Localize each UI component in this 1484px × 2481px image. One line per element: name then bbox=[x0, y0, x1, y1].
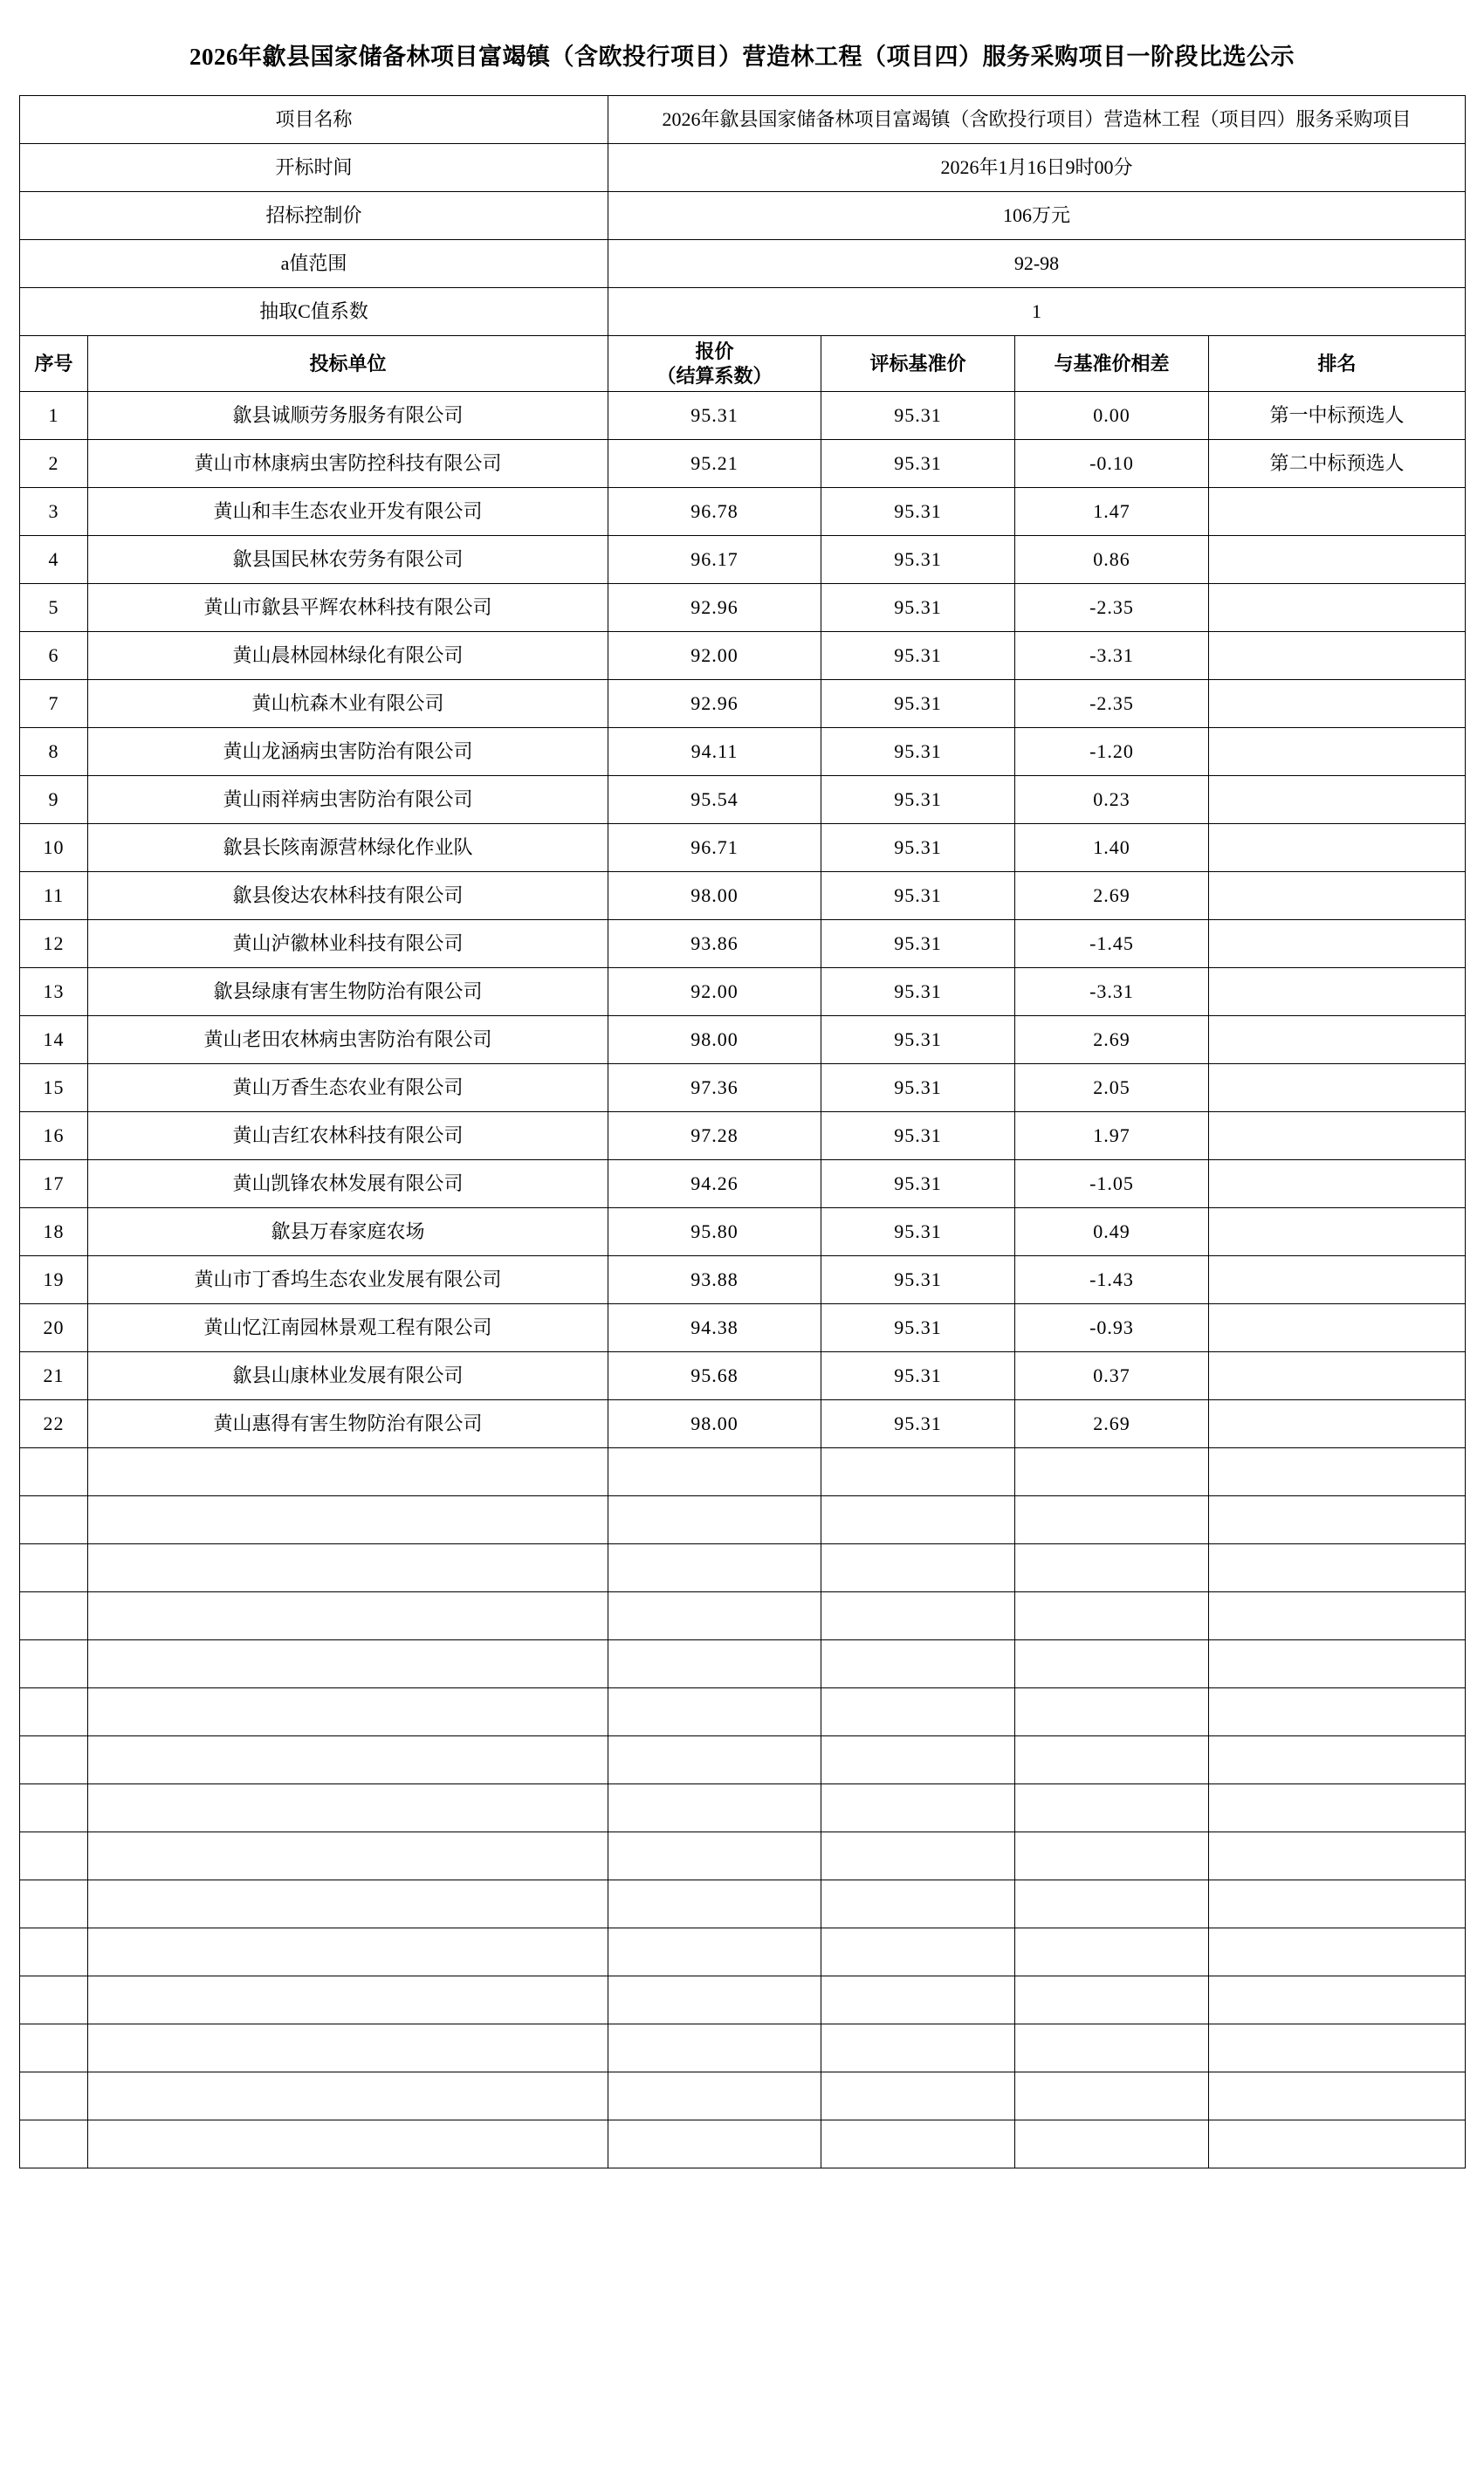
cell-diff: -3.31 bbox=[1015, 632, 1209, 680]
table-row bbox=[20, 392, 1466, 440]
cell-empty bbox=[1015, 1832, 1209, 1880]
cell-base-price: 95.31 bbox=[821, 872, 1015, 920]
cell-base-price: 95.31 bbox=[821, 1352, 1015, 1400]
cell-empty bbox=[608, 1784, 821, 1832]
info-label: 抽取C值系数 bbox=[20, 288, 608, 336]
cell-price: 98.00 bbox=[608, 1016, 821, 1064]
column-header-price-line2: （结算系数） bbox=[656, 364, 773, 387]
cell-bidder-name: 歙县山康林业发展有限公司 bbox=[88, 1352, 608, 1400]
column-header-price-line1: 报价 bbox=[695, 340, 734, 363]
table-row bbox=[20, 1160, 1466, 1208]
cell-base-price: 95.31 bbox=[821, 632, 1015, 680]
cell-bidder-name: 歙县俊达农林科技有限公司 bbox=[88, 872, 608, 920]
cell-empty bbox=[20, 1544, 88, 1592]
cell-price: 98.00 bbox=[608, 1400, 821, 1448]
cell-empty bbox=[821, 1592, 1015, 1640]
cell-empty bbox=[821, 2024, 1015, 2072]
cell-price: 96.78 bbox=[608, 488, 821, 536]
column-header-price bbox=[608, 336, 821, 392]
cell-seq: 11 bbox=[20, 872, 88, 920]
column-header-unit: 投标单位 bbox=[88, 336, 608, 392]
cell-empty bbox=[88, 1784, 608, 1832]
table-row bbox=[20, 920, 1466, 968]
cell-bidder-name: 黄山凯锋农林发展有限公司 bbox=[88, 1160, 608, 1208]
cell-base-price: 95.31 bbox=[821, 1064, 1015, 1112]
cell-empty bbox=[1209, 1640, 1466, 1688]
cell-base-price: 95.31 bbox=[821, 1304, 1015, 1352]
cell-seq: 16 bbox=[20, 1112, 88, 1160]
cell-base-price: 95.31 bbox=[821, 680, 1015, 728]
info-row bbox=[20, 144, 1466, 192]
cell-empty bbox=[20, 1784, 88, 1832]
cell-seq: 5 bbox=[20, 584, 88, 632]
cell-seq: 17 bbox=[20, 1160, 88, 1208]
table-row bbox=[20, 824, 1466, 872]
cell-diff: 2.69 bbox=[1015, 1016, 1209, 1064]
cell-bidder-name: 歙县国民林农劳务有限公司 bbox=[88, 536, 608, 584]
column-header-seq: 序号 bbox=[20, 336, 88, 392]
cell-empty bbox=[20, 1928, 88, 1976]
cell-price: 92.00 bbox=[608, 968, 821, 1016]
cell-base-price: 95.31 bbox=[821, 1112, 1015, 1160]
cell-empty bbox=[88, 2024, 608, 2072]
cell-rank bbox=[1209, 584, 1466, 632]
cell-empty bbox=[821, 1688, 1015, 1736]
cell-diff: 2.05 bbox=[1015, 1064, 1209, 1112]
cell-rank bbox=[1209, 680, 1466, 728]
cell-base-price: 95.31 bbox=[821, 1208, 1015, 1256]
cell-empty bbox=[608, 1688, 821, 1736]
cell-empty bbox=[608, 2024, 821, 2072]
cell-diff: 1.40 bbox=[1015, 824, 1209, 872]
cell-empty bbox=[20, 1496, 88, 1544]
cell-empty bbox=[88, 1448, 608, 1496]
cell-diff: -2.35 bbox=[1015, 584, 1209, 632]
cell-price: 94.26 bbox=[608, 1160, 821, 1208]
cell-price: 94.11 bbox=[608, 728, 821, 776]
cell-price: 92.96 bbox=[608, 680, 821, 728]
cell-rank bbox=[1209, 536, 1466, 584]
cell-diff: 1.47 bbox=[1015, 488, 1209, 536]
cell-seq: 20 bbox=[20, 1304, 88, 1352]
cell-empty bbox=[608, 1832, 821, 1880]
cell-empty bbox=[1015, 1736, 1209, 1784]
cell-empty bbox=[1015, 1544, 1209, 1592]
cell-empty bbox=[88, 1640, 608, 1688]
info-value: 2026年1月16日9时00分 bbox=[608, 144, 1466, 192]
table-row bbox=[20, 1400, 1466, 1448]
cell-base-price: 95.31 bbox=[821, 536, 1015, 584]
cell-empty bbox=[1209, 1496, 1466, 1544]
cell-empty bbox=[88, 1736, 608, 1784]
table-row-empty bbox=[20, 1592, 1466, 1640]
cell-empty bbox=[821, 2072, 1015, 2120]
cell-diff: -1.05 bbox=[1015, 1160, 1209, 1208]
cell-empty bbox=[608, 1496, 821, 1544]
table-row bbox=[20, 680, 1466, 728]
cell-bidder-name: 黄山忆江南园林景观工程有限公司 bbox=[88, 1304, 608, 1352]
table-row-empty bbox=[20, 2120, 1466, 2168]
cell-base-price: 95.31 bbox=[821, 440, 1015, 488]
info-row bbox=[20, 240, 1466, 288]
cell-price: 95.54 bbox=[608, 776, 821, 824]
cell-empty bbox=[1015, 1640, 1209, 1688]
table-row bbox=[20, 1064, 1466, 1112]
table-row-empty bbox=[20, 1976, 1466, 2024]
cell-seq: 6 bbox=[20, 632, 88, 680]
cell-seq: 18 bbox=[20, 1208, 88, 1256]
cell-base-price: 95.31 bbox=[821, 728, 1015, 776]
cell-empty bbox=[1209, 2120, 1466, 2168]
table-row bbox=[20, 872, 1466, 920]
cell-bidder-name: 黄山杭森木业有限公司 bbox=[88, 680, 608, 728]
cell-empty bbox=[1209, 1688, 1466, 1736]
cell-price: 94.38 bbox=[608, 1304, 821, 1352]
cell-diff: 0.00 bbox=[1015, 392, 1209, 440]
cell-empty bbox=[608, 1880, 821, 1928]
cell-empty bbox=[88, 1496, 608, 1544]
cell-bidder-name: 歙县万春家庭农场 bbox=[88, 1208, 608, 1256]
cell-rank bbox=[1209, 1112, 1466, 1160]
cell-rank bbox=[1209, 728, 1466, 776]
cell-empty bbox=[608, 1544, 821, 1592]
cell-diff: 1.97 bbox=[1015, 1112, 1209, 1160]
cell-empty bbox=[88, 2072, 608, 2120]
table-row bbox=[20, 488, 1466, 536]
cell-empty bbox=[1015, 2120, 1209, 2168]
cell-seq: 9 bbox=[20, 776, 88, 824]
cell-seq: 1 bbox=[20, 392, 88, 440]
table-header-row bbox=[20, 336, 1466, 392]
cell-rank bbox=[1209, 1208, 1466, 1256]
table-row bbox=[20, 728, 1466, 776]
cell-bidder-name: 黄山市歙县平辉农林科技有限公司 bbox=[88, 584, 608, 632]
info-label: 招标控制价 bbox=[20, 192, 608, 240]
table-row-empty bbox=[20, 1448, 1466, 1496]
table-row-empty bbox=[20, 1496, 1466, 1544]
cell-empty bbox=[608, 2072, 821, 2120]
cell-diff: 0.37 bbox=[1015, 1352, 1209, 1400]
cell-price: 98.00 bbox=[608, 872, 821, 920]
cell-seq: 15 bbox=[20, 1064, 88, 1112]
cell-base-price: 95.31 bbox=[821, 392, 1015, 440]
table-row bbox=[20, 1208, 1466, 1256]
table-row-empty bbox=[20, 1736, 1466, 1784]
cell-diff: 0.23 bbox=[1015, 776, 1209, 824]
cell-empty bbox=[88, 2120, 608, 2168]
cell-seq: 3 bbox=[20, 488, 88, 536]
cell-seq: 21 bbox=[20, 1352, 88, 1400]
cell-empty bbox=[88, 1832, 608, 1880]
cell-empty bbox=[1209, 1736, 1466, 1784]
cell-empty bbox=[88, 1976, 608, 2024]
cell-empty bbox=[1209, 1448, 1466, 1496]
cell-empty bbox=[1015, 1784, 1209, 1832]
cell-empty bbox=[1209, 2072, 1466, 2120]
cell-empty bbox=[821, 1640, 1015, 1688]
cell-empty bbox=[1209, 1880, 1466, 1928]
info-value: 1 bbox=[608, 288, 1466, 336]
cell-empty bbox=[608, 1592, 821, 1640]
cell-rank: 第一中标预选人 bbox=[1209, 392, 1466, 440]
cell-empty bbox=[821, 1448, 1015, 1496]
table-row bbox=[20, 1016, 1466, 1064]
table-row bbox=[20, 632, 1466, 680]
cell-bidder-name: 黄山龙涵病虫害防治有限公司 bbox=[88, 728, 608, 776]
cell-base-price: 95.31 bbox=[821, 920, 1015, 968]
cell-bidder-name: 黄山和丰生态农业开发有限公司 bbox=[88, 488, 608, 536]
cell-bidder-name: 黄山惠得有害生物防治有限公司 bbox=[88, 1400, 608, 1448]
cell-seq: 2 bbox=[20, 440, 88, 488]
cell-empty bbox=[608, 1976, 821, 2024]
column-header-base-price: 评标基准价 bbox=[821, 336, 1015, 392]
cell-bidder-name: 黄山雨祥病虫害防治有限公司 bbox=[88, 776, 608, 824]
cell-bidder-name: 黄山吉红农林科技有限公司 bbox=[88, 1112, 608, 1160]
cell-price: 96.71 bbox=[608, 824, 821, 872]
cell-bidder-name: 歙县诚顺劳务服务有限公司 bbox=[88, 392, 608, 440]
cell-empty bbox=[821, 1496, 1015, 1544]
cell-diff: -0.10 bbox=[1015, 440, 1209, 488]
cell-empty bbox=[608, 1640, 821, 1688]
table-row bbox=[20, 1256, 1466, 1304]
table-row-empty bbox=[20, 1784, 1466, 1832]
cell-base-price: 95.31 bbox=[821, 968, 1015, 1016]
cell-bidder-name: 黄山市林康病虫害防控科技有限公司 bbox=[88, 440, 608, 488]
cell-empty bbox=[608, 1928, 821, 1976]
cell-diff: -1.20 bbox=[1015, 728, 1209, 776]
cell-rank bbox=[1209, 1304, 1466, 1352]
table-row bbox=[20, 1352, 1466, 1400]
cell-empty bbox=[20, 2024, 88, 2072]
info-row bbox=[20, 288, 1466, 336]
cell-diff: 2.69 bbox=[1015, 872, 1209, 920]
cell-empty bbox=[1209, 1832, 1466, 1880]
cell-rank bbox=[1209, 632, 1466, 680]
cell-empty bbox=[821, 2120, 1015, 2168]
cell-empty bbox=[20, 1688, 88, 1736]
cell-price: 97.28 bbox=[608, 1112, 821, 1160]
cell-base-price: 95.31 bbox=[821, 1160, 1015, 1208]
info-value: 92-98 bbox=[608, 240, 1466, 288]
table-row bbox=[20, 440, 1466, 488]
cell-rank bbox=[1209, 1160, 1466, 1208]
cell-empty bbox=[20, 2120, 88, 2168]
cell-base-price: 95.31 bbox=[821, 824, 1015, 872]
cell-price: 95.21 bbox=[608, 440, 821, 488]
cell-rank bbox=[1209, 968, 1466, 1016]
cell-rank bbox=[1209, 488, 1466, 536]
cell-empty bbox=[88, 1928, 608, 1976]
cell-bidder-name: 黄山老田农林病虫害防治有限公司 bbox=[88, 1016, 608, 1064]
cell-empty bbox=[1209, 1976, 1466, 2024]
table-row bbox=[20, 968, 1466, 1016]
cell-price: 95.80 bbox=[608, 1208, 821, 1256]
cell-price: 95.68 bbox=[608, 1352, 821, 1400]
cell-empty bbox=[1209, 1784, 1466, 1832]
cell-empty bbox=[1015, 1880, 1209, 1928]
cell-base-price: 95.31 bbox=[821, 1016, 1015, 1064]
cell-empty bbox=[1015, 2072, 1209, 2120]
table-row-empty bbox=[20, 1880, 1466, 1928]
cell-rank: 第二中标预选人 bbox=[1209, 440, 1466, 488]
cell-empty bbox=[821, 1976, 1015, 2024]
table-row-empty bbox=[20, 1832, 1466, 1880]
cell-rank bbox=[1209, 920, 1466, 968]
column-header-rank: 排名 bbox=[1209, 336, 1466, 392]
cell-empty bbox=[88, 1880, 608, 1928]
cell-empty bbox=[821, 1736, 1015, 1784]
cell-base-price: 95.31 bbox=[821, 488, 1015, 536]
info-value: 106万元 bbox=[608, 192, 1466, 240]
info-label: 开标时间 bbox=[20, 144, 608, 192]
cell-seq: 8 bbox=[20, 728, 88, 776]
cell-seq: 10 bbox=[20, 824, 88, 872]
cell-base-price: 95.31 bbox=[821, 776, 1015, 824]
cell-empty bbox=[20, 1976, 88, 2024]
cell-rank bbox=[1209, 872, 1466, 920]
cell-base-price: 95.31 bbox=[821, 1400, 1015, 1448]
cell-price: 93.88 bbox=[608, 1256, 821, 1304]
cell-rank bbox=[1209, 1256, 1466, 1304]
cell-price: 93.86 bbox=[608, 920, 821, 968]
cell-empty bbox=[1209, 1544, 1466, 1592]
info-row bbox=[20, 192, 1466, 240]
cell-empty bbox=[88, 1544, 608, 1592]
cell-diff: 0.86 bbox=[1015, 536, 1209, 584]
cell-rank bbox=[1209, 1352, 1466, 1400]
cell-empty bbox=[1209, 2024, 1466, 2072]
cell-rank bbox=[1209, 776, 1466, 824]
table-row-empty bbox=[20, 1640, 1466, 1688]
cell-empty bbox=[20, 1592, 88, 1640]
cell-base-price: 95.31 bbox=[821, 1256, 1015, 1304]
cell-diff: -1.45 bbox=[1015, 920, 1209, 968]
cell-empty bbox=[1015, 1928, 1209, 1976]
cell-bidder-name: 歙县长陔南源营林绿化作业队 bbox=[88, 824, 608, 872]
column-header-diff: 与基准价相差 bbox=[1015, 336, 1209, 392]
cell-price: 95.31 bbox=[608, 392, 821, 440]
cell-rank bbox=[1209, 824, 1466, 872]
table-row bbox=[20, 776, 1466, 824]
cell-price: 92.00 bbox=[608, 632, 821, 680]
bid-results-table bbox=[19, 95, 1466, 2168]
cell-diff: -2.35 bbox=[1015, 680, 1209, 728]
cell-diff: -1.43 bbox=[1015, 1256, 1209, 1304]
info-label: a值范围 bbox=[20, 240, 608, 288]
cell-price: 92.96 bbox=[608, 584, 821, 632]
cell-empty bbox=[821, 1784, 1015, 1832]
cell-empty bbox=[821, 1928, 1015, 1976]
cell-empty bbox=[20, 1832, 88, 1880]
cell-empty bbox=[88, 1688, 608, 1736]
cell-seq: 13 bbox=[20, 968, 88, 1016]
cell-price: 96.17 bbox=[608, 536, 821, 584]
info-label: 项目名称 bbox=[20, 96, 608, 144]
cell-bidder-name: 黄山泸徽林业科技有限公司 bbox=[88, 920, 608, 968]
cell-seq: 22 bbox=[20, 1400, 88, 1448]
cell-empty bbox=[1015, 1592, 1209, 1640]
table-row bbox=[20, 1304, 1466, 1352]
cell-empty bbox=[20, 1448, 88, 1496]
cell-rank bbox=[1209, 1016, 1466, 1064]
cell-empty bbox=[1015, 1976, 1209, 2024]
cell-bidder-name: 黄山万香生态农业有限公司 bbox=[88, 1064, 608, 1112]
table-row-empty bbox=[20, 1928, 1466, 1976]
cell-empty bbox=[20, 2072, 88, 2120]
cell-empty bbox=[1015, 1448, 1209, 1496]
page-title: 2026年歙县国家储备林项目富竭镇（含欧投行项目）营造林工程（项目四）服务采购项目一阶段比选公示 bbox=[189, 44, 1295, 70]
cell-diff: 2.69 bbox=[1015, 1400, 1209, 1448]
cell-seq: 19 bbox=[20, 1256, 88, 1304]
info-row bbox=[20, 96, 1466, 144]
cell-seq: 7 bbox=[20, 680, 88, 728]
cell-diff: -3.31 bbox=[1015, 968, 1209, 1016]
cell-diff: 0.49 bbox=[1015, 1208, 1209, 1256]
cell-empty bbox=[608, 1736, 821, 1784]
cell-empty bbox=[1015, 2024, 1209, 2072]
cell-base-price: 95.31 bbox=[821, 584, 1015, 632]
cell-empty bbox=[821, 1544, 1015, 1592]
cell-seq: 4 bbox=[20, 536, 88, 584]
table-row bbox=[20, 536, 1466, 584]
cell-empty bbox=[1209, 1592, 1466, 1640]
cell-empty bbox=[608, 2120, 821, 2168]
cell-seq: 12 bbox=[20, 920, 88, 968]
cell-empty bbox=[821, 1832, 1015, 1880]
cell-seq: 14 bbox=[20, 1016, 88, 1064]
cell-bidder-name: 黄山晨林园林绿化有限公司 bbox=[88, 632, 608, 680]
cell-empty bbox=[608, 1448, 821, 1496]
table-row bbox=[20, 584, 1466, 632]
table-row-empty bbox=[20, 1688, 1466, 1736]
table-row-empty bbox=[20, 1544, 1466, 1592]
table-row-empty bbox=[20, 2072, 1466, 2120]
cell-diff: -0.93 bbox=[1015, 1304, 1209, 1352]
cell-empty bbox=[20, 1880, 88, 1928]
cell-price: 97.36 bbox=[608, 1064, 821, 1112]
cell-empty bbox=[1015, 1496, 1209, 1544]
info-value: 2026年歙县国家储备林项目富竭镇（含欧投行项目）营造林工程（项目四）服务采购项目 bbox=[608, 96, 1466, 144]
cell-bidder-name: 黄山市丁香坞生态农业发展有限公司 bbox=[88, 1256, 608, 1304]
cell-rank bbox=[1209, 1400, 1466, 1448]
cell-empty bbox=[88, 1592, 608, 1640]
cell-rank bbox=[1209, 1064, 1466, 1112]
cell-empty bbox=[20, 1736, 88, 1784]
cell-bidder-name: 歙县绿康有害生物防治有限公司 bbox=[88, 968, 608, 1016]
cell-empty bbox=[1209, 1928, 1466, 1976]
table-row-empty bbox=[20, 2024, 1466, 2072]
cell-empty bbox=[1015, 1688, 1209, 1736]
cell-empty bbox=[821, 1880, 1015, 1928]
cell-empty bbox=[20, 1640, 88, 1688]
table-row bbox=[20, 1112, 1466, 1160]
